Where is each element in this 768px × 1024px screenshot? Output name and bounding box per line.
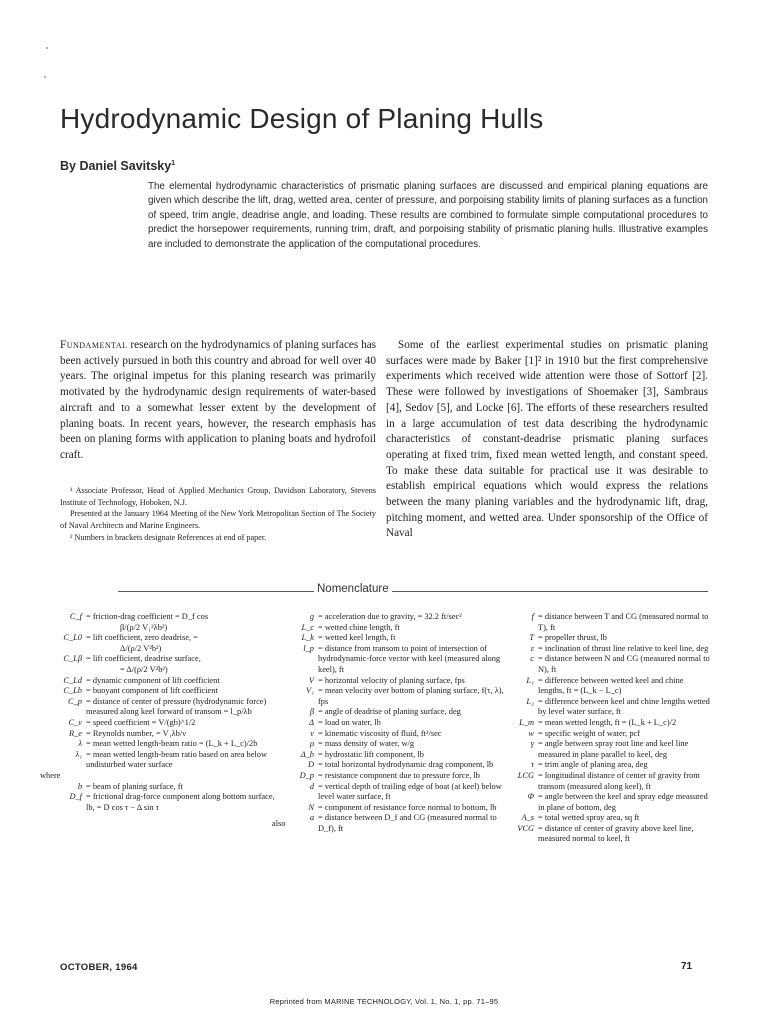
nomenclature-symbol: ρ xyxy=(309,739,314,749)
nomenclature-symbol: τ xyxy=(531,760,534,770)
nomenclature-definition: = buoyant component of lift coefficient xyxy=(86,686,218,696)
nomenclature-entry xyxy=(278,633,506,644)
nomenclature-entry xyxy=(40,676,278,687)
nomenclature-symbol: β xyxy=(309,707,314,717)
nomenclature-symbol: where xyxy=(40,770,61,780)
nomenclature-symbol: VCG xyxy=(517,823,534,833)
author-footnote-marker: 1 xyxy=(171,159,176,167)
nomenclature-entry xyxy=(500,792,710,813)
nomenclature-symbol: f xyxy=(531,612,534,621)
nomenclature-entry xyxy=(500,729,710,740)
nomenclature-definition: = mean wetted length, ft = (L_k + L_c)/2 xyxy=(538,717,677,727)
nomenclature-definition: = component of resistance force normal to bottom, lb xyxy=(318,802,497,812)
body-left-column xyxy=(60,338,376,464)
nomenclature-definition: = beam of planing surface, ft xyxy=(86,781,183,791)
nomenclature-entry xyxy=(40,665,278,676)
scan-speck xyxy=(46,47,48,49)
nomenclature-symbol: g xyxy=(309,612,314,621)
nomenclature-symbol: C_Lβ xyxy=(63,654,82,664)
nomenclature-symbol: d xyxy=(309,781,314,791)
nomenclature-entry xyxy=(278,782,506,803)
nomenclature-definition: = distance from transom to point of intersection of hydrodynamic-force vector with keel (measured along keel), ft xyxy=(318,643,501,674)
nomenclature-symbol: b xyxy=(77,781,82,791)
nomenclature-definition: = frictional drag-force component along bottom surface, lb, = D cos τ − Δ sin τ xyxy=(86,792,275,812)
nomenclature-symbol: l_p xyxy=(303,643,314,653)
nomenclature-symbol: A_s xyxy=(521,813,534,823)
nomenclature-definition: = friction-drag coefficient = D_f cos xyxy=(86,612,209,621)
nomenclature-definition: = mean wetted length-beam ratio based on area below undisturbed water surface xyxy=(86,749,267,770)
nomenclature-definition: = lift coefficient, deadrise surface, xyxy=(86,654,201,664)
nomenclature-definition: = angle between spray root line and keel line measured in plane parallel to keel, deg xyxy=(538,739,689,759)
nomenclature-entry xyxy=(40,623,278,634)
nomenclature-symbol: C_p xyxy=(68,696,82,706)
body-right-column xyxy=(386,338,708,542)
footnote-presented: Presented at the January 1964 Meeting of the New York Metropolitan Section of The Society of Naval Architects and Marine Engineers. xyxy=(60,509,376,531)
nomenclature-definition: = specific weight of water, pcf xyxy=(538,728,641,738)
nomenclature-symbol: L_m xyxy=(519,717,534,727)
nomenclature-symbol: D_f xyxy=(69,792,82,802)
nomenclature-definition: = difference between wetted keel and chine lengths, ft = (L_k − L_c) xyxy=(538,675,684,696)
nomenclature-definition: = difference between keel and chine lengths wetted by level water surface, ft xyxy=(538,696,710,717)
nomenclature-definition: = Δ/(ρ/2 V²b²) xyxy=(120,664,168,674)
abstract: The elemental hydrodynamic characteristics of prismatic planing surfaces are discussed and empirical planing equations are given which describe the lift, drag, wetted area, center of pressure, and porpoising stability limits of planing surfaces as a function of speed, trim angle, deadrise angle, and loading. These results are combined to formulate simple computational procedures to predict the horsepower requirements, running trim, draft, and porpoising stability of prismatic planing hulls. Illustrative examples are included to demonstrate the application of the computational procedures. xyxy=(148,181,708,250)
nomenclature-symbol: Δ xyxy=(309,717,314,727)
nomenclature-entry xyxy=(278,686,506,707)
nomenclature-definition: = horizontal velocity of planing surface, fps xyxy=(318,675,465,685)
reprint-notice: Reprinted from MARINE TECHNOLOGY, Vol. 1, No. 1, pp. 71–95 xyxy=(269,997,499,1006)
nomenclature-entry xyxy=(500,813,710,824)
nomenclature-entry xyxy=(278,644,506,676)
nomenclature-definition: = vertical depth of trailing edge of boat (at keel) below level water surface, ft xyxy=(318,781,502,802)
nomenclature-symbol: λ xyxy=(78,739,82,749)
nomenclature-symbol: w xyxy=(528,728,534,738)
nomenclature-rule xyxy=(118,591,708,592)
nomenclature-entry xyxy=(40,782,278,793)
nomenclature-definition: = distance between D_f and CG (measured normal to D_f), ft xyxy=(318,813,497,833)
nomenclature-entry xyxy=(40,792,278,813)
nomenclature-definition: = mass density of water, w/g xyxy=(318,739,415,749)
nomenclature-symbol: C_f xyxy=(69,612,82,621)
nomenclature-definition: β/(ρ/2 V₁²λb²) xyxy=(120,622,168,632)
nomenclature-definition: = resistance component due to pressure force, lb xyxy=(318,770,480,780)
nomenclature-symbol: N xyxy=(308,802,314,812)
nomenclature-definition: = trim angle of planing area, deg xyxy=(538,760,648,770)
author-byline xyxy=(60,159,175,173)
nomenclature-definition: = load on water, lb xyxy=(318,717,381,727)
nomenclature-entry xyxy=(278,813,506,834)
footnote-affiliation: ¹ Associate Professor, Head of Applied Mechanics Group, Davidson Laboratory, Stevens Institute of Technology, Hoboken, N.J. xyxy=(60,486,376,507)
nomenclature-entry xyxy=(500,697,710,718)
nomenclature-symbol: λ₁ xyxy=(75,749,82,759)
nomenclature-definition: = angle between the keel and spray edge measured in plane of bottom, deg xyxy=(538,792,708,812)
nomenclature-entry xyxy=(500,760,710,771)
scan-speck xyxy=(44,76,46,78)
nomenclature-entry xyxy=(40,729,278,740)
nomenclature-definition: = total wetted spray area, sq ft xyxy=(538,813,640,823)
nomenclature-entry xyxy=(40,718,278,729)
nomenclature-definition: = wetted chine length, ft xyxy=(318,622,400,632)
nomenclature-definition: = acceleration due to gravity, = 32.2 ft/sec² xyxy=(318,612,462,621)
nomenclature-entry xyxy=(278,707,506,718)
nomenclature-symbol: C_Ld xyxy=(63,675,82,685)
nomenclature-definition: = longitudinal distance of center of gravity from transom (measured along keel), ft xyxy=(538,770,700,791)
nomenclature-entry xyxy=(500,654,710,675)
nomenclature-column-3 xyxy=(500,612,710,845)
nomenclature-definition: = mean velocity over bottom of planing surface, f(τ, λ), fps xyxy=(318,686,504,706)
nomenclature-entry xyxy=(278,718,506,729)
nomenclature-symbol xyxy=(40,644,86,655)
nomenclature-symbol: L₁ xyxy=(526,675,534,685)
author-name: By Daniel Savitsky xyxy=(60,159,172,173)
body-left-text: research on the hydrodynamics of planing surfaces has been actively pursued in both this country and abroad for well over 40 years. The original impetus for this planing research was primarily motivated by the hydrodynamic design requirements of water-based aircraft and to a somewhat lesser extent by the development of planing boats. In recent years, however, the research emphasis has been on planing forms with application to planing boats and hydrofoil craft. xyxy=(60,339,377,461)
footnote-references: ² Numbers in brackets designate References at end of paper. xyxy=(70,532,267,542)
nomenclature-symbol: C_L0 xyxy=(63,633,82,643)
nomenclature-symbol: L_k xyxy=(301,633,314,643)
nomenclature-definition: = speed coefficient = V/(gb)^1/2 xyxy=(86,717,196,727)
paper-title: Hydrodynamic Design of Planing Hulls xyxy=(60,103,544,134)
nomenclature-entry xyxy=(40,750,278,771)
nomenclature-entry xyxy=(278,803,506,814)
nomenclature-definition: = total horizontal hydrodynamic drag component, lb xyxy=(318,760,494,770)
nomenclature-symbol: ν xyxy=(310,728,314,738)
nomenclature-symbol: LCG xyxy=(517,770,534,780)
nomenclature-symbol: D xyxy=(307,760,314,770)
nomenclature-definition: = inclination of thrust line relative to keel line, deg xyxy=(538,643,709,653)
nomenclature-definition: = Reynolds number, = V₁λb/ν xyxy=(86,728,186,738)
nomenclature-entry xyxy=(278,739,506,750)
nomenclature-symbol: R_e xyxy=(68,728,82,738)
nomenclature-symbol: c xyxy=(530,654,534,664)
nomenclature-definition: = lift coefficient, zero deadrise, = xyxy=(86,633,198,643)
nomenclature-entry xyxy=(500,824,710,845)
nomenclature-definition: = kinematic viscosity of fluid, ft²/sec xyxy=(318,728,442,738)
nomenclature-heading: Nomenclature xyxy=(314,583,392,595)
nomenclature-definition: = distance of center of pressure (hydrodynamic force) measured along keel forward of transom = l_p/λb xyxy=(86,696,267,717)
nomenclature-entry xyxy=(40,644,278,655)
nomenclature-definition: = angle of deadrise of planing surface, deg xyxy=(318,707,461,717)
nomenclature-entry xyxy=(278,750,506,761)
nomenclature-entry xyxy=(500,739,710,760)
nomenclature-definition: = wetted keel length, ft xyxy=(318,633,396,643)
nomenclature-symbol xyxy=(40,623,86,634)
nomenclature-entry xyxy=(500,644,710,655)
nomenclature-also-label: also xyxy=(272,819,286,828)
nomenclature-entry xyxy=(500,718,710,729)
nomenclature-definition: = distance between T and CG (measured normal to T), ft xyxy=(538,612,709,632)
nomenclature-column-1 xyxy=(40,612,278,813)
nomenclature-entry xyxy=(278,760,506,771)
nomenclature-definition xyxy=(86,771,278,782)
nomenclature-entry xyxy=(40,612,278,623)
nomenclature-entry xyxy=(500,633,710,644)
nomenclature-symbol: V xyxy=(308,675,314,685)
nomenclature-entry xyxy=(40,686,278,697)
nomenclature-entry xyxy=(500,771,710,792)
nomenclature-symbol: L₂ xyxy=(526,696,534,706)
nomenclature-symbol: T xyxy=(529,633,534,643)
page-number: 71 xyxy=(681,961,693,972)
nomenclature-entry xyxy=(278,729,506,740)
body-right-text: Some of the earliest experimental studies on prismatic planing surfaces were made by Baker [1]² in 1910 but the first comprehensive experiments which received wide attention were those of Sottorf [2]. These were followed by investigations of Shoemaker [3], Sambraus [4], Sedov [5], and Locke [6]. The efforts of these researchers resulted in a large accumulation of test data describing the hydrodynamic characteristics of constant-deadrise prismatic planing surfaces operating at fixed trim, fixed mean wetted length, and constant speed. To make these data suitable for practical use it was desirable to establish empirical equations which would express the relations between the many planing variables and the hydrodynamic lift, drag, pitching moment, and wetted area. Under sponsorship of the Office of Naval xyxy=(386,339,708,540)
nomenclature-symbol: L_c xyxy=(301,622,314,632)
lead-word: Fundamental xyxy=(60,339,128,351)
nomenclature-entry xyxy=(278,612,506,623)
nomenclature-entry xyxy=(278,676,506,687)
nomenclature-entry xyxy=(500,612,710,633)
nomenclature-definition: = dynamic component of lift coefficient xyxy=(86,675,220,685)
nomenclature-definition: = mean wetted length-beam ratio = (L_k + L_c)/2b xyxy=(86,739,258,749)
nomenclature-symbol: γ xyxy=(530,739,534,749)
nomenclature-entry xyxy=(40,771,278,782)
nomenclature-symbol: C_v xyxy=(68,717,82,727)
nomenclature-entry xyxy=(500,676,710,697)
nomenclature-symbol xyxy=(40,665,86,676)
nomenclature-definition: = distance of center of gravity above keel line, measured normal to keel, ft xyxy=(538,823,694,844)
nomenclature-symbol: ε xyxy=(530,643,534,653)
nomenclature-definition: = propeller thrust, lb xyxy=(538,633,607,643)
nomenclature-symbol: Φ xyxy=(527,792,534,802)
nomenclature-definition: Δ/(ρ/2 V²b²) xyxy=(120,643,162,653)
nomenclature-entry xyxy=(40,697,278,718)
nomenclature-column-2 xyxy=(278,612,506,834)
nomenclature-definition: = hydrostatic lift component, lb xyxy=(318,749,424,759)
nomenclature-symbol: a xyxy=(309,813,314,823)
nomenclature-entry xyxy=(40,633,278,644)
nomenclature-entry xyxy=(278,623,506,634)
nomenclature-symbol: D_p xyxy=(299,770,314,780)
nomenclature-symbol: C_Lb xyxy=(63,686,82,696)
footnotes xyxy=(60,485,376,544)
nomenclature-entry xyxy=(40,739,278,750)
nomenclature-entry xyxy=(278,771,506,782)
nomenclature-symbol: V₁ xyxy=(305,686,314,696)
nomenclature-definition: = distance between N and CG (measured normal to N), ft xyxy=(538,654,710,674)
nomenclature-entry xyxy=(40,654,278,665)
issue-date: OCTOBER, 1964 xyxy=(60,962,138,973)
nomenclature-symbol: Δ_b xyxy=(300,749,314,759)
